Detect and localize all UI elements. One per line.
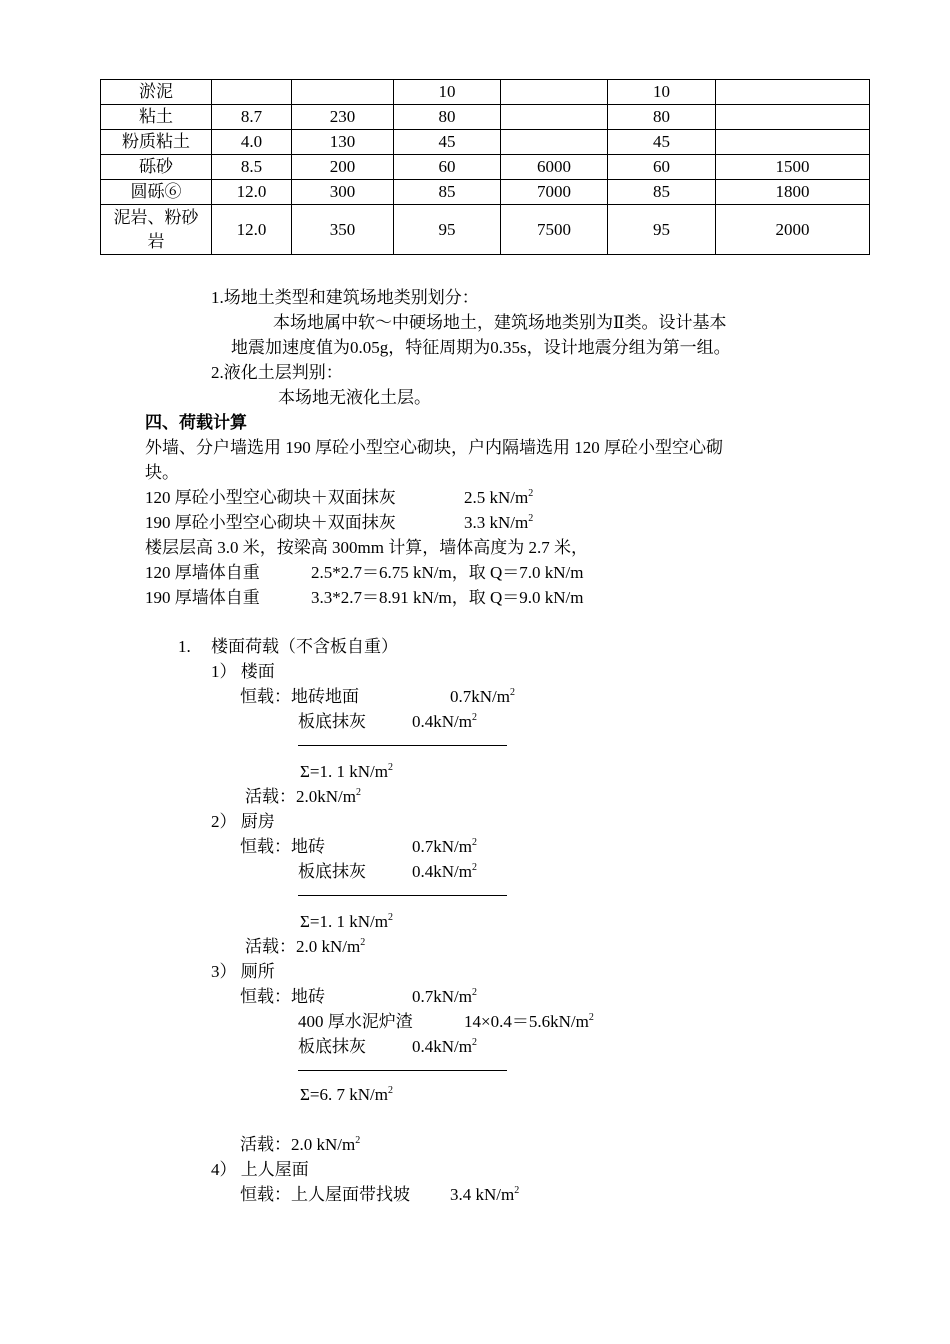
toilet-sum: Σ=6. 7 $kN/m^2$ [300,1085,393,1104]
table-cell: 350 [292,205,394,255]
soil-table-body [101,80,870,255]
table-cell [716,105,870,130]
soil-name-cell: 圆砾⑥ [101,180,212,205]
table-cell: 7000 [501,180,608,205]
table-cell: 95 [394,205,501,255]
site-class-heading: 1.场地土类型和建筑场地类别划分： [211,288,479,307]
wall-intro-1: 外墙、分户墙选用 190 厚砼小型空心砌块，户内隔墙选用 120 厚砼小型空心砌 [145,438,723,457]
table-cell: 12.0 [212,205,292,255]
subsection-kitchen: 2） 厨房 [211,812,275,831]
floor-plaster-value: $0.4kN/m^2$ [412,712,477,731]
floor-load-number: 1. [178,637,191,656]
table-cell: 60 [394,155,501,180]
table-cell [501,130,608,155]
floor-plaster-label: 板底抹灰 [298,712,366,731]
table-cell [212,80,292,105]
toilet-cinder-value: $14\times 0.4=5.6kN/m^2$ [464,1012,594,1031]
kitchen-live: 活载：2.0 $kN/m^2$ [245,937,366,956]
kitchen-sum-rule [298,895,507,896]
soil-name-cell: 粉质粘土 [101,130,212,155]
kitchen-plaster-label: 板底抹灰 [298,862,366,881]
table-cell: 12.0 [212,180,292,205]
table-cell: 45 [608,130,716,155]
table-cell: 95 [608,205,716,255]
table-cell: 85 [394,180,501,205]
toilet-dead-value: $0.7kN/m^2$ [412,987,477,1006]
liquefaction-heading: 2.液化土层判别： [211,363,343,382]
table-cell: 300 [292,180,394,205]
site-class-text-1: 本场地属中软～中硬场地土，建筑场地类别为Ⅱ类。设计基本 [273,313,727,332]
toilet-live: 活载：2.0 $kN/m^2$ [240,1135,361,1154]
table-cell: 8.7 [212,105,292,130]
table-cell: 80 [608,105,716,130]
toilet-plaster-value: $0.4kN/m^2$ [412,1037,477,1056]
table-cell: 80 [394,105,501,130]
table-row [101,155,870,180]
table-row [101,130,870,155]
wall-height-note: 楼层层高 3.0 米，按梁高 300mm 计算，墙体高度为 2.7 米， [145,538,588,557]
table-row [101,205,870,255]
toilet-plaster-label: 板底抹灰 [298,1037,366,1056]
roof-dead-label: 恒载：上人屋面带找坡 [240,1185,410,1204]
table-cell [501,80,608,105]
soil-table [100,79,870,255]
floor-sum-rule [298,745,507,746]
table-row [101,180,870,205]
table-row [101,105,870,130]
table-cell: 1500 [716,155,870,180]
wall-120-weight-label: 120 厚墙体自重 [145,563,260,582]
table-cell: 60 [608,155,716,180]
floor-load-title: 楼面荷载（不含板自重） [211,637,398,656]
toilet-dead-label: 恒载：地砖 [240,987,325,1006]
table-cell: 6000 [501,155,608,180]
block-190-value: 3.3 $kN/m^2$ [464,513,534,532]
kitchen-dead-value: $0.7kN/m^2$ [412,837,477,856]
table-cell [716,80,870,105]
roof-dead-value: 3.4 $kN/m^2$ [450,1185,520,1204]
floor-dead-label: 恒载：地砖地面 [240,687,359,706]
section-heading-loads: 四、荷载计算 [145,413,247,432]
block-190-label: 190 厚砼小型空心砌块＋双面抹灰 [145,513,396,532]
table-cell: 230 [292,105,394,130]
table-cell: 85 [608,180,716,205]
block-120-value: 2.5 $kN/m^2$ [464,488,534,507]
table-cell: 7500 [501,205,608,255]
floor-sum: Σ=1. 1 $kN/m^2$ [300,762,393,781]
table-cell: 4.0 [212,130,292,155]
table-cell [716,130,870,155]
table-cell [501,105,608,130]
liquefaction-text: 本场地无液化土层。 [278,388,431,407]
table-cell: 8.5 [212,155,292,180]
kitchen-dead-label: 恒载：地砖 [240,837,325,856]
kitchen-sum: Σ=1. 1 $kN/m^2$ [300,912,393,931]
table-cell: 1800 [716,180,870,205]
table-cell: 130 [292,130,394,155]
table-row [101,80,870,105]
table-cell: 10 [608,80,716,105]
wall-190-weight-label: 190 厚墙体自重 [145,588,260,607]
block-120-label: 120 厚砼小型空心砌块＋双面抹灰 [145,488,396,507]
soil-name-cell: 泥岩、粉砂岩 [101,205,212,255]
table-cell: 10 [394,80,501,105]
table-cell: 200 [292,155,394,180]
floor-live: 活载：$2.0kN/m^2$ [245,787,361,806]
table-cell: 2000 [716,205,870,255]
table-cell [292,80,394,105]
soil-name-cell: 粘土 [101,105,212,130]
subsection-roof: 4） 上人屋面 [211,1160,309,1179]
wall-intro-2: 块。 [145,463,179,482]
site-class-text-2: 地震加速度值为0.05g，特征周期为0.35s，设计地震分组为第一组。 [231,338,731,357]
toilet-cinder-label: 400 厚水泥炉渣 [298,1012,413,1031]
toilet-sum-rule [298,1070,507,1071]
wall-120-weight-calc: 2.5*2.7＝6.75 kN/m，取 Q＝7.0 kN/m [311,563,584,582]
wall-190-weight-calc: 3.3*2.7＝8.91 kN/m，取 Q＝9.0 kN/m [311,588,584,607]
subsection-toilet: 3） 厕所 [211,962,275,981]
kitchen-plaster-value: $0.4kN/m^2$ [412,862,477,881]
soil-name-cell: 砾砂 [101,155,212,180]
soil-name-cell: 淤泥 [101,80,212,105]
floor-dead-value: $0.7kN/m^2$ [450,687,515,706]
table-cell: 45 [394,130,501,155]
subsection-floor: 1） 楼面 [211,662,275,681]
